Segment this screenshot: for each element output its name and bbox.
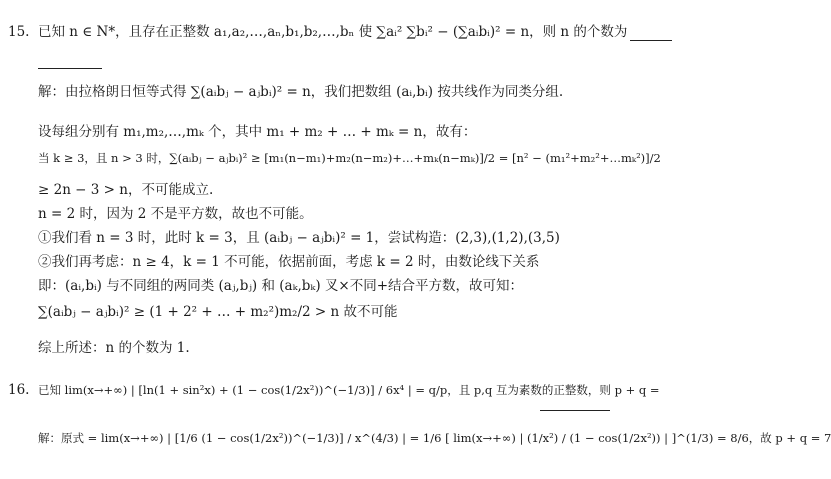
q15-solution-3: 当 k ≥ 3，且 n > 3 时，∑(aᵢbⱼ − aⱼbᵢ)² ≥ [m₁(n−m₁)+m₂(n−m₂)+…+mₖ(n−mₖ)]/2 = [n² − (m₁²+m₂²+…mₖ²)]/2 bbox=[38, 151, 661, 165]
q15-solution-2: 设每组分别有 m₁,m₂,…,mₖ 个，其中 m₁ + m₂ + … + mₖ = n，故有： bbox=[38, 124, 477, 140]
q16-question: 已知 lim(x→+∞) | [ln(1 + sin²x) + (1 − cos(1/2x²))^(−1/3)] / 6x⁴ | = q/p，且 p,q 互为素数的正整数，则 p + q = bbox=[38, 383, 660, 397]
q15-question: 已知 n ∈ N*，且存在正整数 a₁,a₂,…,aₙ,b₁,b₂,…,bₙ 使 ∑aᵢ² ∑bᵢ² − (∑aᵢbᵢ)² = n，则 n 的个数为 bbox=[38, 24, 628, 40]
q15-solution-10: 综上所述：n 的个数为 1. bbox=[38, 340, 190, 356]
q15-solution-8: 即：(aᵢ,bᵢ) 与不同组的两同类 (aⱼ,bⱼ) 和 (aₖ,bₖ) 叉×不同+结合平方数，故可知： bbox=[38, 278, 524, 294]
q15-solution-1: 解：由拉格朗日恒等式得 ∑(aᵢbⱼ − aⱼbᵢ)² = n，我们把数组 (aᵢ,bᵢ) 按共线作为同类分组. bbox=[38, 84, 564, 100]
answer-blank bbox=[630, 28, 672, 41]
answer-blank-16 bbox=[540, 398, 610, 411]
q15-solution-7: ②我们再考虑：n ≥ 4，k = 1 不可能，依据前面，考虑 k = 2 时，由数论线下关系 bbox=[38, 254, 540, 270]
q15-number: 15. bbox=[8, 24, 30, 40]
q15-solution-9: ∑(aᵢbⱼ − aⱼbᵢ)² ≥ (1 + 2² + … + m₂²)m₂/2 > n 故不可能 bbox=[38, 304, 398, 320]
answer-line bbox=[38, 68, 102, 69]
q15-solution-6: ①我们看 n = 3 时，此时 k = 3，且 (aᵢbⱼ − aⱼbᵢ)² = 1，尝试构造：(2,3),(1,2),(3,5) bbox=[38, 230, 560, 246]
q16-number: 16. bbox=[8, 382, 30, 398]
q16-solution: 解：原式 = lim(x→+∞) | [1/6 (1 − cos(1/2x²))^(−1/3)] / x^(4/3) | = 1/6 [ lim(x→+∞) | (1/x²) / (1 − cos(1/2x²)) | ]^(1/3) = 8/6，故 p + q = 7 bbox=[38, 431, 831, 445]
q15-solution-4: ≥ 2n − 3 > n，不可能成立. bbox=[38, 182, 214, 198]
q15-solution-5: n = 2 时，因为 2 不是平方数，故也不可能。 bbox=[38, 206, 313, 222]
